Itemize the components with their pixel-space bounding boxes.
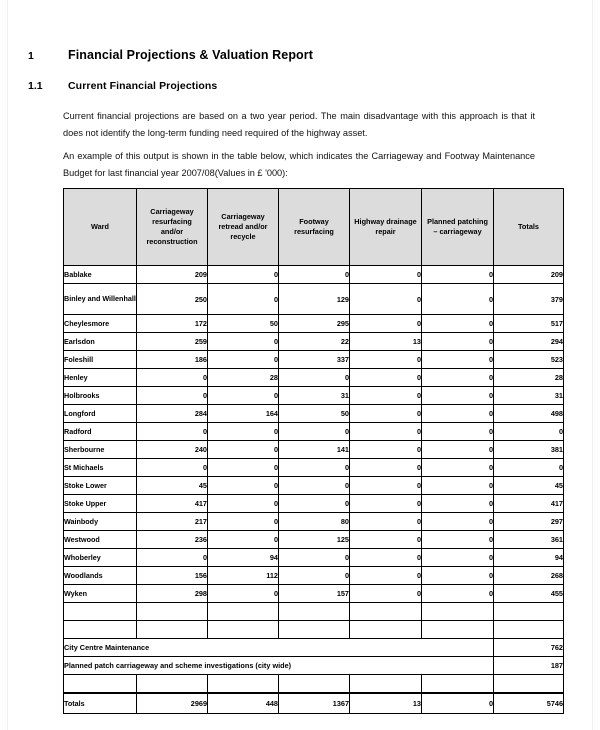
cell-ward: Sherbourne — [64, 441, 137, 459]
blank-cell — [350, 603, 422, 621]
cell-row-total: 523 — [494, 351, 564, 369]
table-row-blank — [64, 675, 564, 694]
cell-footway-resurfacing: 125 — [279, 531, 350, 549]
cell-ward: Stoke Upper — [64, 495, 137, 513]
cell-footway-resurfacing: 157 — [279, 585, 350, 603]
cell-ward: St Michaels — [64, 459, 137, 477]
cell-ward: Foleshill — [64, 351, 137, 369]
cell-highway-drainage: 0 — [350, 495, 422, 513]
cell-carriageway-retread: 0 — [208, 284, 279, 315]
table-row-extra — [64, 639, 564, 657]
cell-ward: Westwood — [64, 531, 137, 549]
header-row — [64, 189, 564, 266]
cell-row-total: 455 — [494, 585, 564, 603]
table-row — [64, 549, 564, 567]
table-body — [64, 266, 564, 714]
cell-planned-patching: 0 — [422, 351, 494, 369]
cell-row-total: 268 — [494, 567, 564, 585]
blank-cell — [494, 675, 564, 694]
cell-total-carriageway-resurfacing: 2969 — [137, 693, 208, 714]
cell-carriageway-resurfacing: 186 — [137, 351, 208, 369]
cell-carriageway-retread: 94 — [208, 549, 279, 567]
table-row — [64, 513, 564, 531]
cell-highway-drainage: 0 — [350, 369, 422, 387]
cell-carriageway-retread: 0 — [208, 351, 279, 369]
cell-row-total: 94 — [494, 549, 564, 567]
blank-cell — [422, 603, 494, 621]
cell-highway-drainage: 0 — [350, 351, 422, 369]
cell-total-planned-patching: 0 — [422, 693, 494, 714]
cell-highway-drainage: 0 — [350, 459, 422, 477]
cell-planned-patching: 0 — [422, 266, 494, 284]
blank-cell — [208, 603, 279, 621]
cell-ward: Radford — [64, 423, 137, 441]
cell-highway-drainage: 0 — [350, 405, 422, 423]
cell-row-total: 0 — [494, 423, 564, 441]
cell-carriageway-resurfacing: 259 — [137, 333, 208, 351]
cell-footway-resurfacing: 0 — [279, 266, 350, 284]
cell-highway-drainage: 0 — [350, 423, 422, 441]
cell-carriageway-retread: 0 — [208, 441, 279, 459]
cell-totals-label: Totals — [64, 693, 137, 714]
cell-highway-drainage: 0 — [350, 441, 422, 459]
cell-total-highway-drainage: 13 — [350, 693, 422, 714]
cell-extra-total: 187 — [494, 657, 564, 675]
cell-highway-drainage: 0 — [350, 567, 422, 585]
cell-carriageway-resurfacing: 298 — [137, 585, 208, 603]
cell-footway-resurfacing: 0 — [279, 549, 350, 567]
cell-row-total: 294 — [494, 333, 564, 351]
cell-carriageway-resurfacing: 240 — [137, 441, 208, 459]
column-header-carriageway-retread: Carriageway retread and/or recycle — [208, 189, 279, 266]
cell-planned-patching: 0 — [422, 585, 494, 603]
table-row — [64, 369, 564, 387]
table-row — [64, 266, 564, 284]
cell-planned-patching: 0 — [422, 549, 494, 567]
cell-row-total: 417 — [494, 495, 564, 513]
cell-carriageway-retread: 0 — [208, 266, 279, 284]
cell-ward: Stoke Lower — [64, 477, 137, 495]
cell-footway-resurfacing: 0 — [279, 459, 350, 477]
column-header-footway-resurfacing: Footway resurfacing — [279, 189, 350, 266]
cell-planned-patching: 0 — [422, 315, 494, 333]
cell-row-total: 517 — [494, 315, 564, 333]
table-row — [64, 567, 564, 585]
cell-extra-total: 762 — [494, 639, 564, 657]
cell-footway-resurfacing: 0 — [279, 477, 350, 495]
cell-ward: Earlsdon — [64, 333, 137, 351]
table-row-blank — [64, 621, 564, 639]
cell-carriageway-retread: 0 — [208, 333, 279, 351]
cell-highway-drainage: 0 — [350, 477, 422, 495]
cell-carriageway-retread: 0 — [208, 423, 279, 441]
cell-footway-resurfacing: 295 — [279, 315, 350, 333]
blank-cell — [279, 675, 350, 694]
blank-cell — [494, 603, 564, 621]
cell-ward: Whoberley — [64, 549, 137, 567]
table-row-extra — [64, 657, 564, 675]
cell-footway-resurfacing: 0 — [279, 495, 350, 513]
page-right-margin — [592, 0, 600, 730]
table-row — [64, 333, 564, 351]
table-row — [64, 423, 564, 441]
cell-ward: Holbrooks — [64, 387, 137, 405]
cell-extra-label: Planned patch carriageway and scheme investigations (city wide) — [64, 657, 494, 675]
cell-carriageway-resurfacing: 284 — [137, 405, 208, 423]
cell-carriageway-retread: 0 — [208, 585, 279, 603]
blank-cell — [279, 603, 350, 621]
table-row — [64, 531, 564, 549]
table-header — [64, 189, 564, 266]
cell-highway-drainage: 0 — [350, 513, 422, 531]
cell-row-total: 297 — [494, 513, 564, 531]
cell-highway-drainage: 0 — [350, 266, 422, 284]
blank-cell — [350, 621, 422, 639]
cell-highway-drainage: 0 — [350, 531, 422, 549]
cell-planned-patching: 0 — [422, 441, 494, 459]
subsection-title: Current Financial Projections — [68, 80, 218, 92]
cell-ward: Longford — [64, 405, 137, 423]
cell-highway-drainage: 0 — [350, 315, 422, 333]
table-row — [64, 495, 564, 513]
cell-footway-resurfacing: 50 — [279, 405, 350, 423]
table-row — [64, 284, 564, 315]
cell-carriageway-retread: 0 — [208, 387, 279, 405]
cell-highway-drainage: 0 — [350, 549, 422, 567]
cell-ward: Henley — [64, 369, 137, 387]
cell-footway-resurfacing: 0 — [279, 423, 350, 441]
cell-planned-patching: 0 — [422, 405, 494, 423]
cell-row-total: 45 — [494, 477, 564, 495]
blank-cell — [64, 603, 137, 621]
column-header-planned-patching: Planned patching – carriageway — [422, 189, 494, 266]
cell-carriageway-retread: 28 — [208, 369, 279, 387]
page-left-margin — [0, 0, 8, 730]
cell-carriageway-retread: 0 — [208, 459, 279, 477]
cell-planned-patching: 0 — [422, 495, 494, 513]
cell-planned-patching: 0 — [422, 369, 494, 387]
cell-carriageway-resurfacing: 156 — [137, 567, 208, 585]
cell-ward: Wyken — [64, 585, 137, 603]
blank-cell — [64, 621, 137, 639]
cell-carriageway-retread: 0 — [208, 531, 279, 549]
column-header-highway-drainage: Highway drainage repair — [350, 189, 422, 266]
cell-ward: Bablake — [64, 266, 137, 284]
cell-ward: Cheylesmore — [64, 315, 137, 333]
section-heading — [28, 48, 313, 62]
cell-row-total: 0 — [494, 459, 564, 477]
cell-extra-label: City Centre Maintenance — [64, 639, 494, 657]
cell-carriageway-resurfacing: 236 — [137, 531, 208, 549]
cell-carriageway-retread: 112 — [208, 567, 279, 585]
cell-carriageway-resurfacing: 0 — [137, 459, 208, 477]
blank-cell — [137, 603, 208, 621]
cell-carriageway-resurfacing: 417 — [137, 495, 208, 513]
cell-planned-patching: 0 — [422, 567, 494, 585]
blank-cell — [279, 621, 350, 639]
paragraph-current-projections: Current financial projections are based on a two year period. The main disadvantage with this approach is that it does not identify the long-term funding need required of the highway asset. — [63, 111, 535, 138]
cell-planned-patching: 0 — [422, 387, 494, 405]
blank-cell — [494, 621, 564, 639]
cell-footway-resurfacing: 337 — [279, 351, 350, 369]
cell-footway-resurfacing: 0 — [279, 369, 350, 387]
cell-row-total: 379 — [494, 284, 564, 315]
cell-ward: Woodlands — [64, 567, 137, 585]
column-header-ward: Ward — [64, 189, 137, 266]
cell-carriageway-resurfacing: 45 — [137, 477, 208, 495]
blank-cell — [422, 675, 494, 694]
subsection-number: 1.1 — [28, 80, 43, 92]
cell-planned-patching: 0 — [422, 531, 494, 549]
cell-footway-resurfacing: 31 — [279, 387, 350, 405]
cell-row-total: 498 — [494, 405, 564, 423]
section-title: Financial Projections & Valuation Report — [68, 48, 314, 62]
cell-carriageway-resurfacing: 172 — [137, 315, 208, 333]
cell-carriageway-retread: 0 — [208, 477, 279, 495]
table-row — [64, 459, 564, 477]
cell-row-total: 31 — [494, 387, 564, 405]
cell-ward: Wainbody — [64, 513, 137, 531]
table-row-totals — [64, 693, 564, 714]
cell-total-carriageway-retread: 448 — [208, 693, 279, 714]
cell-row-total: 28 — [494, 369, 564, 387]
cell-total-footway-resurfacing: 1367 — [279, 693, 350, 714]
section-number: 1 — [28, 50, 34, 62]
cell-planned-patching: 0 — [422, 477, 494, 495]
table-row — [64, 315, 564, 333]
cell-footway-resurfacing: 0 — [279, 567, 350, 585]
blank-cell — [137, 675, 208, 694]
cell-carriageway-resurfacing: 0 — [137, 369, 208, 387]
table-row — [64, 387, 564, 405]
cell-carriageway-resurfacing: 209 — [137, 266, 208, 284]
cell-planned-patching: 0 — [422, 284, 494, 315]
blank-cell — [350, 675, 422, 694]
table-row — [64, 477, 564, 495]
blank-cell — [208, 675, 279, 694]
cell-footway-resurfacing: 141 — [279, 441, 350, 459]
cell-carriageway-retread: 0 — [208, 495, 279, 513]
blank-cell — [64, 675, 137, 694]
table-row — [64, 441, 564, 459]
table-row — [64, 405, 564, 423]
cell-planned-patching: 0 — [422, 513, 494, 531]
blank-cell — [208, 621, 279, 639]
table-row-blank — [64, 603, 564, 621]
cell-highway-drainage: 0 — [350, 387, 422, 405]
cell-row-total: 209 — [494, 266, 564, 284]
table-row — [64, 351, 564, 369]
maintenance-budget-table — [63, 188, 564, 714]
cell-grand-total: 5746 — [494, 693, 564, 714]
cell-footway-resurfacing: 80 — [279, 513, 350, 531]
cell-row-total: 361 — [494, 531, 564, 549]
column-header-carriageway-resurfacing: Carriageway resurfacing and/or reconstruction — [137, 189, 208, 266]
cell-carriageway-resurfacing: 217 — [137, 513, 208, 531]
cell-row-total: 381 — [494, 441, 564, 459]
subsection-heading — [28, 80, 217, 92]
cell-carriageway-retread: 164 — [208, 405, 279, 423]
table-row — [64, 585, 564, 603]
cell-footway-resurfacing: 22 — [279, 333, 350, 351]
blank-cell — [137, 621, 208, 639]
cell-carriageway-resurfacing: 250 — [137, 284, 208, 315]
column-header-totals: Totals — [494, 189, 564, 266]
cell-planned-patching: 0 — [422, 423, 494, 441]
cell-carriageway-resurfacing: 0 — [137, 387, 208, 405]
cell-footway-resurfacing: 129 — [279, 284, 350, 315]
cell-carriageway-retread: 0 — [208, 513, 279, 531]
cell-highway-drainage: 0 — [350, 585, 422, 603]
cell-ward: Binley and Willenhall — [64, 284, 137, 315]
cell-carriageway-resurfacing: 0 — [137, 549, 208, 567]
cell-planned-patching: 0 — [422, 333, 494, 351]
cell-carriageway-retread: 50 — [208, 315, 279, 333]
cell-carriageway-resurfacing: 0 — [137, 423, 208, 441]
blank-cell — [422, 621, 494, 639]
paragraph-table-intro: An example of this output is shown in the table below, which indicates the Carriageway and Footway Maintenance Budget for last financial year 2007/08(Values in £ '000): — [63, 151, 535, 178]
cell-highway-drainage: 0 — [350, 284, 422, 315]
cell-highway-drainage: 13 — [350, 333, 422, 351]
cell-planned-patching: 0 — [422, 459, 494, 477]
